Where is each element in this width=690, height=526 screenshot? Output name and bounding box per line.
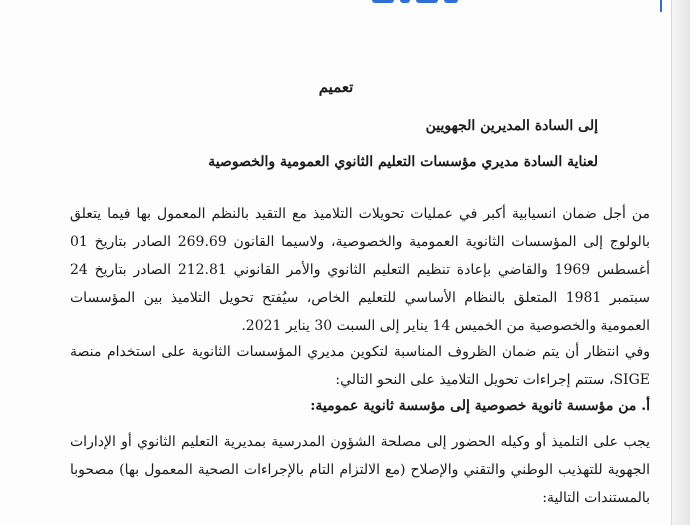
header-fragment-mark: [444, 0, 458, 3]
paragraph-procedure: وفي انتظار أن يتم ضمان الظروف المناسبة لتكوين مديري المؤسسات الثانوية على استخدام منصة SIGE، ستتم إجراءات تحويل التلاميذ على النحو التالي:: [70, 344, 650, 388]
header-logo-fragment: [372, 0, 472, 8]
paragraph-intro: من أجل ضمان انسيابية أكبر في عمليات تحويلات التلاميذ مع التقيد بالنظم المعمول بها فيما يتعلق بالولوج إلى المؤسسات الثانوية العمومية والخصوصية، ولاسيما القانون 269.69 الصادر بتاريخ 01 أغسطس 1969 والقاضي بإعادة تنظيم التعليم الثانوي والأمر القانوني 212.81 الصادر بتاريخ 24 سبتمبر 1981 المتعلق بالنظام الأساسي للتعليم الخاص، سيُفتح تحويل التلاميذ بين المؤسسات العمومية والخصوصية من الخميس 14 يناير إلى السبت 30 يناير 2021.: [70, 206, 650, 334]
addressee-line: إلى السادة المديرين الجهويين: [425, 118, 598, 134]
header-fragment-mark: [416, 0, 438, 3]
paragraph-section-a: يجب على التلميذ أو وكيله الحضور إلى مصلحة الشؤون المدرسية بمديرية التعليم الثانوي أو الإدارات الجهوية للتهذيب الوطني والتقني والإصلاح (مع الالتزام التام بالإجراءات الصحية المعمول بها) مصحوبا بالمستندات التالية:: [70, 434, 650, 506]
header-fragment-mark: [372, 0, 394, 3]
cut-off-next-line: [370, 512, 630, 526]
page-edge-shadow: [671, 0, 690, 525]
attention-line: لعناية السادة مديري مؤسسات التعليم الثانوي العمومية والخصوصية: [208, 154, 598, 170]
header-edge-mark: [660, 0, 662, 12]
document-title: تعميم: [318, 78, 354, 96]
section-a-heading: أ. من مؤسسة ثانوية خصوصية إلى مؤسسة ثانوية عمومية:: [310, 398, 650, 414]
header-fragment-mark: [400, 0, 410, 3]
